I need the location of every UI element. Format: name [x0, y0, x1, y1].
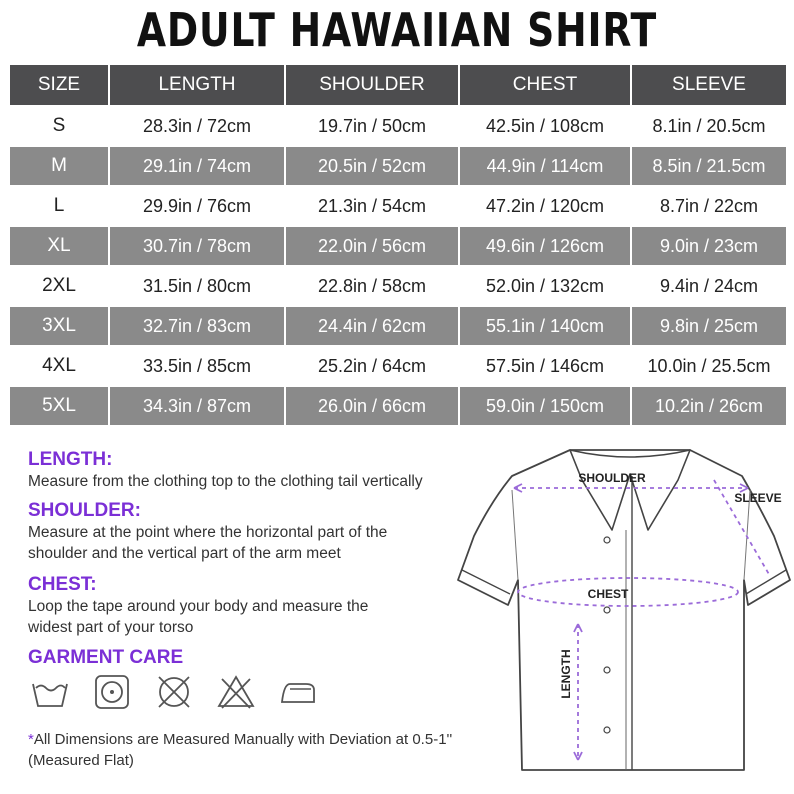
length-label: LENGTH: [559, 649, 573, 699]
table-row: [10, 267, 786, 305]
table-row: [10, 307, 786, 345]
cell-chest: 55.1in / 140cm: [460, 307, 630, 345]
cell-chest: 42.5in / 108cm: [460, 107, 630, 145]
measurement-note: [28, 729, 468, 771]
table-row: [10, 187, 786, 225]
cell-shoulder: 21.3in / 54cm: [286, 187, 458, 225]
sleeve-label: SLEEVE: [734, 491, 782, 505]
cell-shoulder: 19.7in / 50cm: [286, 107, 458, 145]
cell-sleeve: 8.1in / 20.5cm: [632, 107, 786, 145]
cell-length: 30.7in / 78cm: [110, 227, 284, 265]
cell-sleeve: 8.7in / 22cm: [632, 187, 786, 225]
shoulder-label: SHOULDER: [578, 471, 646, 485]
cell-size: 4XL: [10, 347, 108, 385]
cell-chest: 49.6in / 126cm: [460, 227, 630, 265]
table-row: [10, 387, 786, 425]
cell-length: 32.7in / 83cm: [110, 307, 284, 345]
shirt-diagram: [452, 440, 792, 790]
header-length: LENGTH: [110, 65, 284, 105]
shoulder-guide: [28, 500, 448, 564]
header-shoulder: SHOULDER: [286, 65, 458, 105]
page-title: ADULT HAWAIIAN SHIRT: [136, 3, 658, 57]
garment-care-title: GARMENT CARE: [28, 647, 184, 668]
cell-length: 28.3in / 72cm: [110, 107, 284, 145]
cell-chest: 57.5in / 146cm: [460, 347, 630, 385]
header-chest: CHEST: [460, 65, 630, 105]
cell-size: 5XL: [10, 387, 108, 425]
cell-length: 33.5in / 85cm: [110, 347, 284, 385]
cell-size: XL: [10, 227, 108, 265]
garment-care-icons: [30, 672, 318, 712]
cell-shoulder: 26.0in / 66cm: [286, 387, 458, 425]
size-chart-table: [8, 63, 788, 427]
cell-size: L: [10, 187, 108, 225]
cell-shoulder: 22.0in / 56cm: [286, 227, 458, 265]
table-row: [10, 227, 786, 265]
cell-sleeve: 10.2in / 26cm: [632, 387, 786, 425]
cell-shoulder: 24.4in / 62cm: [286, 307, 458, 345]
cell-length: 31.5in / 80cm: [110, 267, 284, 305]
cell-shoulder: 22.8in / 58cm: [286, 267, 458, 305]
cell-sleeve: 8.5in / 21.5cm: [632, 147, 786, 185]
length-guide: [28, 449, 488, 492]
tumble-dry-icon: [92, 672, 132, 712]
cell-sleeve: 9.4in / 24cm: [632, 267, 786, 305]
cell-length: 34.3in / 87cm: [110, 387, 284, 425]
cell-size: S: [10, 107, 108, 145]
cell-size: M: [10, 147, 108, 185]
cell-sleeve: 9.0in / 23cm: [632, 227, 786, 265]
cell-shoulder: 20.5in / 52cm: [286, 147, 458, 185]
chest-guide: [28, 574, 393, 638]
cell-shoulder: 25.2in / 64cm: [286, 347, 458, 385]
cell-sleeve: 9.8in / 25cm: [632, 307, 786, 345]
cell-size: 2XL: [10, 267, 108, 305]
note-asterisk: *: [28, 731, 34, 748]
cell-chest: 59.0in / 150cm: [460, 387, 630, 425]
table-row: [10, 107, 786, 145]
do-not-bleach-triangle-icon: [216, 672, 256, 712]
shoulder-guide-title: SHOULDER:: [28, 500, 141, 521]
cell-length: 29.9in / 76cm: [110, 187, 284, 225]
cell-length: 29.1in / 74cm: [110, 147, 284, 185]
header-size: SIZE: [10, 65, 108, 105]
cell-sleeve: 10.0in / 25.5cm: [632, 347, 786, 385]
note-text: All Dimensions are Measured Manually with Deviation at 0.5-1'' (Measured Flat): [28, 731, 453, 769]
hand-wash-icon: [30, 672, 70, 712]
cell-chest: 44.9in / 114cm: [460, 147, 630, 185]
iron-icon: [278, 672, 318, 712]
cell-chest: 52.0in / 132cm: [460, 267, 630, 305]
chest-label: CHEST: [587, 587, 629, 601]
header-sleeve: SLEEVE: [632, 65, 786, 105]
table-row: [10, 147, 786, 185]
length-guide-title: LENGTH:: [28, 449, 113, 470]
cell-size: 3XL: [10, 307, 108, 345]
length-guide-text: Measure from the clothing top to the clothing tail vertically: [28, 473, 423, 490]
chest-guide-title: CHEST:: [28, 574, 97, 595]
shoulder-guide-text: Measure at the point where the horizontal part of the shoulder and the vertical part of the arm meet: [28, 524, 388, 562]
cell-chest: 47.2in / 120cm: [460, 187, 630, 225]
do-not-bleach-icon: [154, 672, 194, 712]
table-header-row: [10, 65, 786, 105]
chest-guide-text: Loop the tape around your body and measure the widest part of your torso: [28, 598, 369, 636]
table-row: [10, 347, 786, 385]
